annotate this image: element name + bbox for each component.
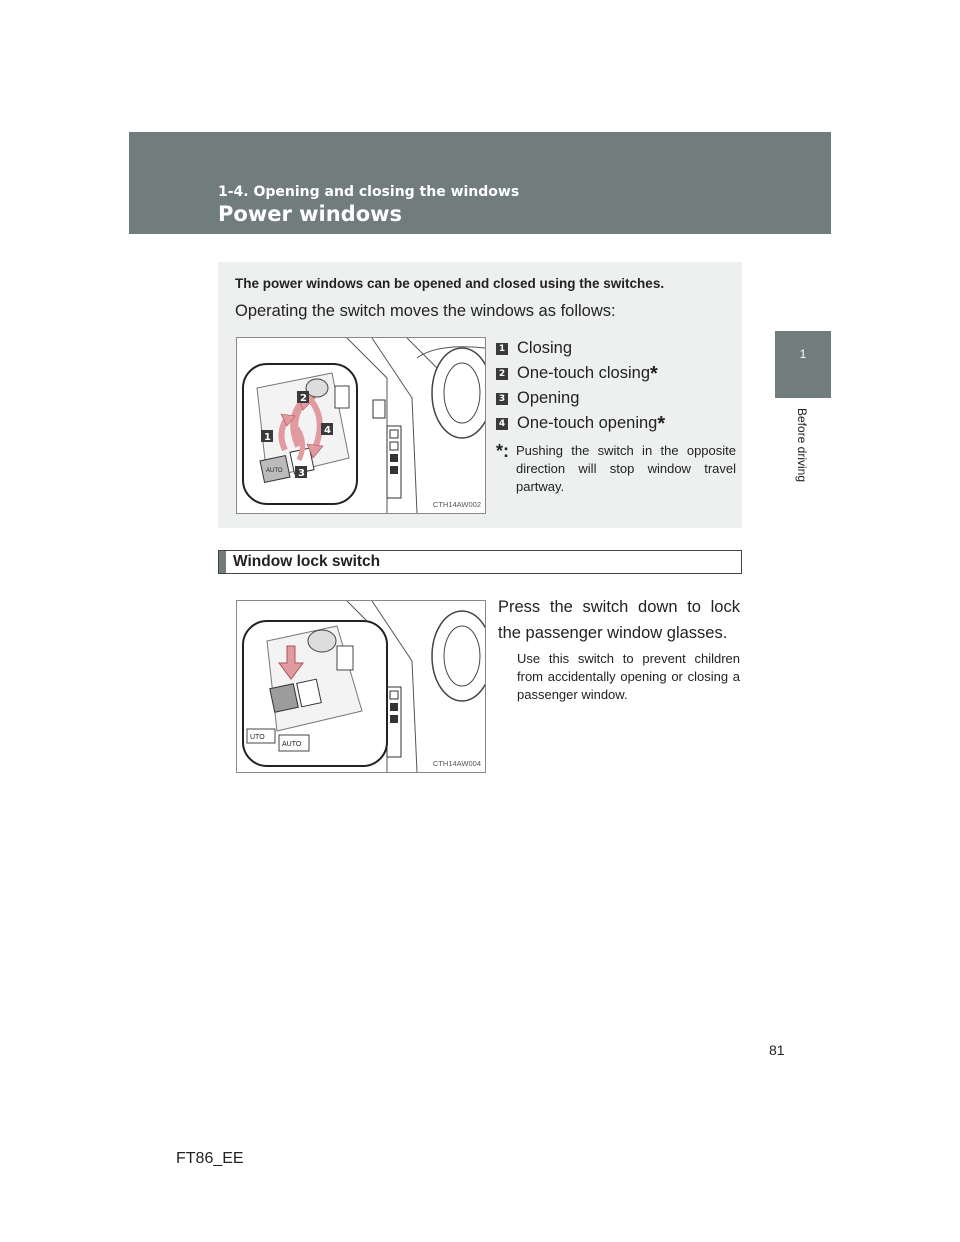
svg-text:2: 2 [300,393,307,404]
footnote-mark: *: [496,441,509,461]
model-code: FT86_EE [176,1150,244,1167]
lock-switch-illustration [237,601,485,772]
window-lock-note: Use this switch to prevent children from accidentally opening or closing a passenger window. [517,651,740,702]
power-window-switch-figure [236,337,486,514]
callout-1 [261,430,273,443]
footnote-text: Pushing the switch in the opposite direction will stop window travel partway. [516,443,736,494]
switch-illustration [237,338,485,513]
list-item [496,386,736,411]
number-badge: 2 [496,368,508,380]
heading-bar [219,551,226,573]
intro-summary: The power windows can be opened and closed using the switches. [235,276,665,291]
heading-text: Window lock switch [233,553,381,570]
page-number: 81 [769,1042,785,1058]
window-lock-instruction: Press the switch down to lock the passenger window glasses. [498,598,740,642]
number-badge: 3 [496,393,508,405]
list-item-label: One-touch closing [517,364,650,382]
list-item: 2 One-touch closing * [496,361,736,386]
figure-code: CTH14AW004 [432,759,481,768]
list-item-label: One-touch opening [517,414,658,432]
number-badge: 1 [496,343,508,355]
footnote [496,442,736,496]
callout-4 [321,423,333,436]
section-title: 1-4. Opening and closing the windows [218,184,520,200]
number-badge: 4 [496,418,508,430]
list-item-label: Closing [517,339,573,357]
page-title: Power windows [218,202,403,226]
list-item: 4 One-touch opening * [496,411,736,436]
callout-3 [295,466,307,479]
auto-label: AUTO [282,741,302,748]
chapter-number: 1 [799,347,807,361]
window-lock-heading [218,550,742,574]
intro-text: Operating the switch moves the windows as follows: [235,302,616,320]
svg-text:4: 4 [324,425,331,436]
svg-text:3: 3 [298,468,305,479]
window-lock-figure [236,600,486,773]
intro-box [218,262,742,528]
list-item [496,336,736,361]
auto-label: AUTO [266,468,283,474]
list-item-label: Opening [517,389,580,407]
section-header [129,132,831,234]
operation-list [496,336,736,496]
svg-text:1: 1 [264,432,271,443]
figure-code: CTH14AW002 [432,500,481,509]
callout-2 [297,391,309,404]
auto-label: UTO [250,734,265,741]
chapter-label: Before driving [795,407,809,483]
